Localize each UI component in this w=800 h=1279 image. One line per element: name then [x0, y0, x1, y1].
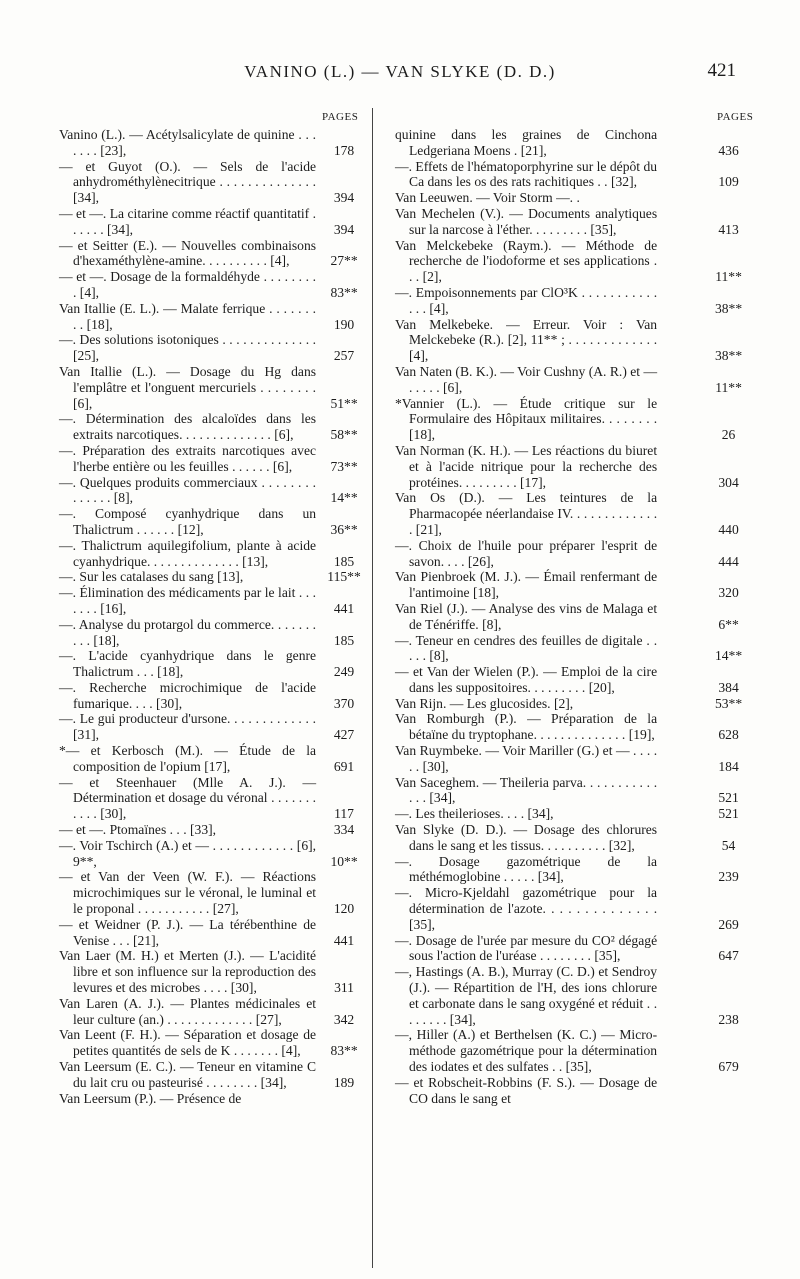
entry-page-number: 11** — [715, 269, 742, 285]
entry-page-number: 189 — [333, 1074, 355, 1090]
entry-text: —. Dosage de l'urée par mesure du CO² dégagé sous l'action de l'uréase . . . . . . . . [35], — [395, 932, 658, 964]
index-entry — [0, 711, 372, 743]
entry-page-number: 83** — [330, 284, 358, 300]
entry-text: Van Leent (F. H.). — Séparation et dosage de petites quantités de sels de K . . . . . . . [4], — [59, 1027, 317, 1059]
entry-page-number: 51** — [330, 395, 358, 411]
index-entry — [373, 633, 800, 665]
entry-page-number: 6** — [718, 616, 739, 632]
entry-text: —. Voir Tschirch (A.) et — . . . . . . . . . . . . [6], 9**, — [59, 837, 317, 869]
index-entry — [373, 854, 800, 886]
entry-text: —. Préparation des extraits narcotiques avec l'herbe entière ou les feuilles . . . . . . [6], — [59, 442, 317, 474]
entry-text: —. Micro-Kjeldahl gazométrique pour la détermination de l'azote. . . . . . . . . . . . . . [35], — [395, 885, 658, 932]
entry-text: —, Hastings (A. B.), Murray (C. D.) et Sendroy (J.). — Répartition de l'H, des ions chlorure et carbonate dans le sang oxygéné et réduit . . . . . . . . [34], — [395, 964, 658, 1027]
entry-text: Vanino (L.). — Acétylsalicylate de quinine . . . . . . . [23], — [59, 127, 317, 158]
entry-text: Van Leersum (P.). — Présence de — [59, 1090, 242, 1106]
index-entry — [0, 1059, 372, 1091]
index-entry — [0, 238, 372, 270]
entry-text: Van Laer (M. H.) et Merten (J.). — L'acidité libre et son influence sur la reproduction des levures et des microbes . . . . [30], — [59, 948, 317, 996]
entry-page-number: 185 — [333, 632, 355, 648]
index-entry — [373, 964, 800, 1027]
pages-column-label-right: PAGES — [717, 111, 754, 123]
index-entry — [0, 743, 372, 775]
entry-text: —. Élimination des médicaments par le lait . . . . . . . [16], — [59, 585, 317, 616]
index-entry — [0, 838, 372, 870]
entry-page-number: 249 — [333, 664, 355, 680]
index-entry — [0, 159, 372, 206]
entry-page-number: 441 — [333, 600, 355, 616]
entry-text: —. Le gui producteur d'ursone. . . . . . . . . . . . . [31], — [59, 711, 317, 743]
index-entry — [0, 301, 372, 333]
entry-text: —, Hiller (A.) et Berthelsen (K. C.) — Micro-méthode gazométrique pour la détermination des iodates et des sulfates . . [35], — [395, 1027, 658, 1075]
entry-page-number: 11** — [715, 379, 742, 395]
entry-text: —. Effets de l'hématoporphyrine sur le dépôt du Ca dans les os des rats rachitiques . . [32], — [395, 158, 658, 190]
entry-text: — et —. Ptomaïnes . . . [33], — [59, 822, 217, 838]
index-entry — [373, 238, 800, 285]
entry-page-number: 115** — [327, 569, 361, 585]
entry-page-number: 394 — [333, 190, 355, 206]
entry-page-number: 413 — [718, 221, 739, 237]
entry-page-number: 73** — [330, 458, 358, 474]
index-entry — [373, 569, 800, 601]
entry-text: Van Melckebeke (Raym.). — Méthode de recherche de l'iodoforme et ses applications . . . [2], — [395, 237, 658, 285]
index-entry — [373, 206, 800, 238]
index-entry — [0, 648, 372, 680]
entry-page-number: 384 — [718, 679, 739, 695]
entry-page-number: 441 — [333, 932, 355, 948]
entry-page-number: 53** — [714, 695, 743, 711]
entry-text: Van Naten (B. K.). — Voir Cushny (A. R.) et — . . . . . [6], — [395, 363, 658, 395]
index-entry — [373, 743, 800, 775]
entry-page-number: 120 — [333, 901, 355, 917]
index-entry — [373, 490, 800, 537]
entry-text: Van Romburgh (P.). — Préparation de la bétaïne du tryptophane. . . . . . . . . . . . . . [19], — [395, 711, 658, 743]
entry-text: Van Slyke (D. D.). — Dosage des chlorures dans le sang et les tissus. . . . . . . . . . [32], — [395, 822, 658, 853]
index-entry — [373, 364, 800, 396]
index-entry — [373, 775, 800, 807]
entry-text: Van Melkebeke. — Erreur. Voir : Van Melckebeke (R.). [2], 11** ; . . . . . . . . . . . . . [4], — [395, 316, 658, 364]
entry-page-number: 36** — [330, 521, 358, 537]
entry-text: — et Van der Veen (W. F.). — Réactions microchimiques sur le véronal, le luminal et le proponal . . . . . . . . . . . [27], — [59, 869, 317, 917]
entry-page-number: 257 — [333, 348, 355, 364]
entry-text: — et Seitter (E.). — Nouvelles combinaisons d'hexaméthylène-amine. . . . . . . . . . [4], — [59, 237, 317, 269]
entry-page-number: 83** — [330, 1043, 358, 1059]
entry-page-number: 440 — [718, 521, 739, 537]
running-head: VANINO (L.) — VAN SLYKE (D. D.) — [244, 62, 556, 81]
entry-page-number: 185 — [333, 553, 355, 569]
entry-page-number: 117 — [334, 806, 354, 822]
entry-text: Van Itallie (L.). — Dosage du Hg dans l'emplâtre et l'onguent mercuriels . . . . . . . . [6], — [59, 363, 317, 411]
index-entry — [0, 775, 372, 822]
index-entry — [0, 917, 372, 949]
entry-page-number: 444 — [718, 553, 739, 569]
index-entry — [373, 885, 800, 932]
entry-text: —. Choix de l'huile pour préparer l'esprit de savon. . . . [26], — [395, 537, 658, 569]
pages-column-label-left: PAGES — [322, 111, 359, 123]
entry-text: —. Teneur en cendres des feuilles de digitale . . . . . [8], — [395, 632, 658, 664]
index-entry — [373, 1075, 800, 1107]
entry-page-number: 269 — [718, 916, 739, 932]
entry-text: Van Mechelen (V.). — Documents analytiques sur la narcose à l'éther. . . . . . . . . [35], — [395, 205, 658, 237]
entry-page-number: 691 — [333, 758, 355, 774]
entry-text: Van Ruymbeke. — Voir Mariller (G.) et — . . . . . . [30], — [395, 743, 658, 774]
entry-page-number: 10** — [330, 853, 358, 869]
entry-text: *Vannier (L.). — Étude critique sur le Formulaire des Hôpitaux militaires. . . . . . . . [18], — [395, 395, 658, 443]
entry-page-number: 304 — [718, 474, 739, 490]
entry-page-number: 58** — [330, 427, 358, 443]
entry-text: Van Os (D.). — Les teintures de la Pharmacopée néerlandaise IV. . . . . . . . . . . . . . [21], — [395, 490, 658, 537]
entry-text: —. Recherche microchimique de l'acide fumarique. . . . [30], — [59, 679, 317, 711]
entry-page-number: 190 — [333, 316, 355, 332]
entry-text: Van Itallie (E. L.). — Malate ferrique . . . . . . . . . [18], — [59, 300, 317, 332]
index-entry — [0, 617, 372, 649]
index-entry — [373, 1027, 800, 1074]
index-entry — [373, 443, 800, 490]
entry-text: —. Des solutions isotoniques . . . . . . . . . . . . . . [25], — [59, 332, 317, 364]
entry-page-number: 38** — [714, 300, 743, 316]
entry-page-number: 342 — [333, 1011, 355, 1027]
entry-text: —. Détermination des alcaloïdes dans les extraits narcotiques. . . . . . . . . . . . . . [6], — [59, 411, 317, 443]
index-entry — [373, 601, 800, 633]
entry-text: —. Analyse du protargol du commerce. . . . . . . . . . [18], — [59, 616, 317, 648]
entry-text: —. Quelques produits commerciaux . . . . . . . . . . . . . . [8], — [59, 474, 317, 506]
index-entry — [0, 822, 372, 838]
entry-page-number: 109 — [718, 174, 739, 190]
entry-page-number: 521 — [718, 790, 739, 806]
entry-text: —. L'acide cyanhydrique dans le genre Thalictrum . . . [18], — [59, 648, 317, 680]
entry-text: — et Robscheit-Robbins (F. S.). — Dosage de CO dans le sang et — [395, 1074, 658, 1106]
index-entry — [0, 569, 372, 585]
index-entry — [373, 190, 800, 206]
index-entry — [0, 206, 372, 238]
page-number: 421 — [707, 60, 736, 81]
index-entry — [373, 664, 800, 696]
entry-page-number: 184 — [718, 758, 739, 774]
index-entry — [0, 1027, 372, 1059]
entry-page-number: 320 — [718, 585, 739, 601]
entry-page-number: 334 — [333, 822, 355, 838]
entry-text: — et —. Dosage de la formaldéhyde . . . . . . . . . [4], — [59, 269, 317, 300]
entry-page-number: 14** — [330, 490, 358, 506]
index-entry — [0, 332, 372, 364]
entry-page-number: 178 — [333, 142, 355, 158]
entry-text: —. Thalictrum aquilegifolium, plante à acide cyanhydrique. . . . . . . . . . . . . . [13], — [59, 537, 317, 569]
entry-text: —. Les theilerioses. . . . [34], — [395, 806, 554, 822]
entry-page-number: 14** — [714, 648, 743, 664]
index-entry — [0, 506, 372, 538]
entry-text: quinine dans les graines de Cinchona Ledgeriana Moens . [21], — [395, 127, 658, 158]
index-entry — [373, 396, 800, 443]
index-entry — [373, 285, 800, 317]
index-entry — [0, 585, 372, 617]
index-entry — [0, 680, 372, 712]
entry-text: — et Steenhauer (Mlle A. J.). — Détermination et dosage du véronal . . . . . . . . . . . [30], — [59, 774, 317, 822]
entry-text: *— et Kerbosch (M.). — Étude de la composition de l'opium [17], — [59, 743, 317, 774]
entry-page-number: 239 — [718, 869, 739, 885]
index-entry — [0, 364, 372, 411]
entry-page-number: 394 — [333, 221, 355, 237]
entry-text: Van Riel (J.). — Analyse des vins de Malaga et de Ténériffe. [8], — [395, 600, 658, 632]
entry-text: —. Empoisonnements par ClO³K . . . . . . . . . . . . . . [4], — [395, 284, 658, 316]
index-column-left — [0, 127, 372, 1106]
entry-page-number: 370 — [333, 695, 355, 711]
entry-page-number: 311 — [334, 980, 354, 996]
index-entry — [0, 475, 372, 507]
entry-text: —. Dosage gazométrique de la méthémoglobine . . . . . [34], — [395, 853, 658, 885]
index-entry — [0, 869, 372, 916]
entry-page-number: 647 — [718, 948, 739, 964]
entry-page-number: 26 — [721, 427, 736, 443]
entry-page-number: 436 — [718, 142, 739, 158]
index-entry — [373, 822, 800, 854]
entry-text: Van Leersum (E. C.). — Teneur en vitamine C du lait cru ou pasteurisé . . . . . . . . [34], — [59, 1059, 317, 1090]
entry-page-number: 54 — [721, 837, 736, 853]
entry-page-number: 27** — [330, 253, 358, 269]
index-entry — [373, 806, 800, 822]
entry-text: Van Rijn. — Les glucosides. [2], — [395, 695, 574, 711]
index-entry — [373, 711, 800, 743]
index-entry — [0, 538, 372, 570]
entry-text: — et Guyot (O.). — Sels de l'acide anhydrométhylènecitrique . . . . . . . . . . . . . . [34], — [59, 158, 317, 206]
entry-text: Van Pienbroek (M. J.). — Émail renfermant de l'antimoine [18], — [395, 569, 658, 601]
entry-page-number: 427 — [333, 727, 355, 743]
entry-text: —. Sur les catalases du sang [13], — [59, 569, 244, 585]
index-entry — [0, 1091, 372, 1107]
entry-page-number: 38** — [714, 348, 743, 364]
entry-text: — et Weidner (P. J.). — La térébenthine de Venise . . . [21], — [59, 916, 317, 948]
entry-text: — et Van der Wielen (P.). — Emploi de la cire dans les suppositoires. . . . . . . . . [20], — [395, 664, 658, 695]
index-entry — [373, 127, 800, 159]
index-entry — [0, 269, 372, 301]
index-entry — [0, 127, 372, 159]
index-column-right — [373, 127, 800, 1106]
index-entry — [0, 996, 372, 1028]
index-entry — [0, 411, 372, 443]
entry-page-number: 521 — [718, 806, 739, 822]
index-entry — [0, 948, 372, 995]
entry-text: —. Composé cyanhydrique dans un Thalictrum . . . . . . [12], — [59, 506, 317, 537]
entry-page-number: 679 — [718, 1059, 739, 1075]
index-entry — [373, 159, 800, 191]
entry-text: Van Leeuwen. — Voir Storm —. . — [395, 190, 580, 206]
entry-text: Van Laren (A. J.). — Plantes médicinales et leur culture (an.) . . . . . . . . . . . . . [27], — [59, 995, 317, 1027]
index-entry — [373, 933, 800, 965]
index-entry — [373, 538, 800, 570]
entry-text: Van Saceghem. — Theileria parva. . . . . . . . . . . . . . [34], — [395, 774, 658, 806]
entry-page-number: 628 — [718, 727, 739, 743]
entry-text: — et —. La citarine comme réactif quantitatif . . . . . . [34], — [59, 205, 317, 237]
entry-text: Van Norman (K. H.). — Les réactions du biuret et à l'acide nitrique pour la recherche des protéines. . . . . . . . . [17], — [395, 442, 658, 490]
entry-page-number: 238 — [718, 1011, 739, 1027]
index-entry — [373, 317, 800, 364]
index-entry — [373, 696, 800, 712]
index-entry — [0, 443, 372, 475]
